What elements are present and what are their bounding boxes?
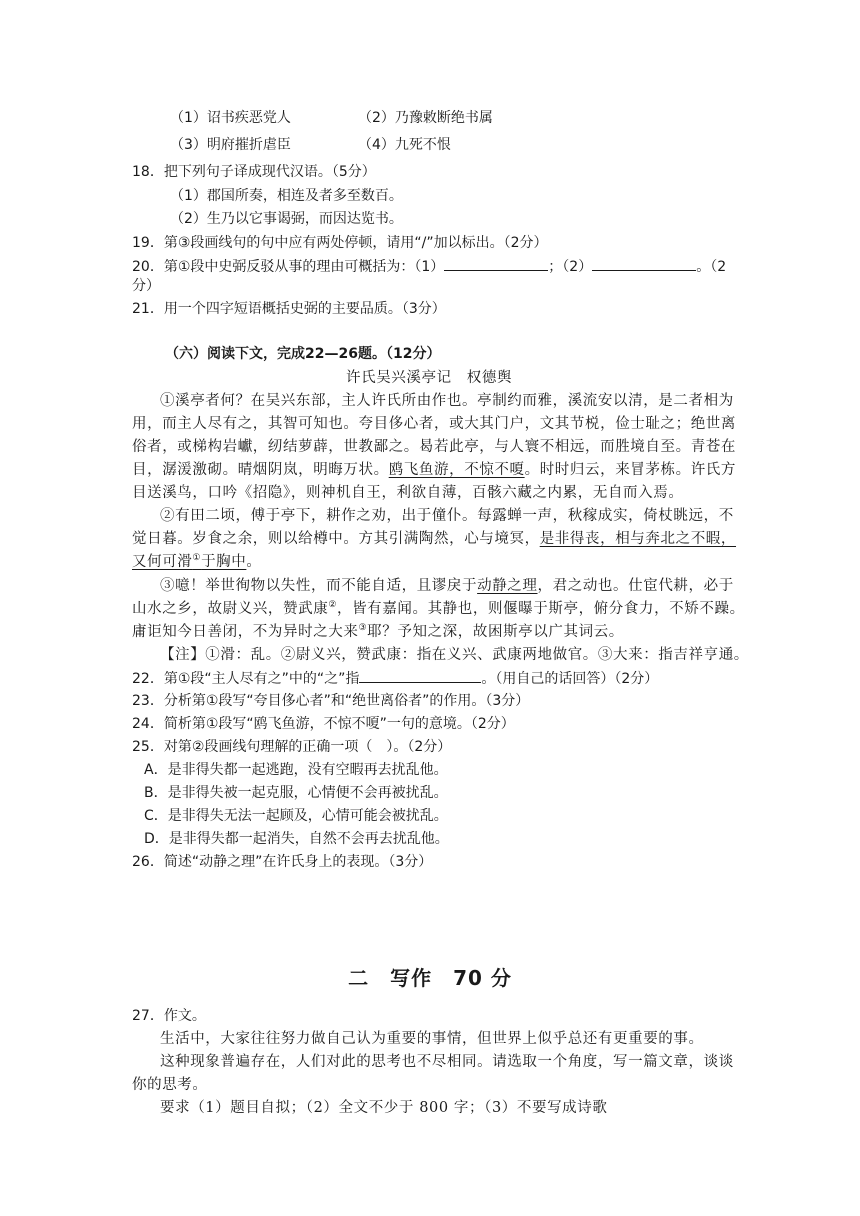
- passage-p1-seg-b: 。时时归云，来冒茅栋。许氏方: [524, 462, 737, 478]
- q22-text-b: 。（用自己的话回答）（2分）: [481, 671, 659, 687]
- q27-line-1: 生活中，大家往往努力做自己认为重要的事情，但世界上似乎总还有更重要的事。: [160, 1031, 704, 1047]
- passage-p1-line-3: 俗者，或梯构岩巘，纫结萝薜，世教鄙之。曷若此亭，与人寰不相远，而胜境自至。青苍在: [132, 439, 736, 455]
- q20-answer-blank-1[interactable]: [444, 256, 548, 271]
- q17-item-1: （1）诏书疾恶党人: [170, 110, 291, 126]
- passage-p3-seg-a: ③噫！举世徇物以失性，而不能自适，且谬戾于: [160, 578, 478, 594]
- q25-option-d: D．是非得失都一起消失，自然不会再去扰乱他。: [144, 831, 449, 847]
- q22-answer-blank[interactable]: [359, 668, 481, 683]
- q17-item-4: （4）九死不恨: [358, 137, 451, 153]
- q21-prompt: 21．用一个四字短语概括史弼的主要品质。（3分）: [132, 301, 446, 317]
- passage-p3-seg-b: ，君之动也。仕宦代耕，必于: [537, 578, 734, 594]
- passage-p3-line-1: [160, 576, 734, 596]
- q18-sentence-1: （1）郡国所奏，相连及者多至数百。: [170, 188, 403, 204]
- passage-p3-seg-e: 庸讵知今日善闭，不为异时之大来: [132, 624, 359, 640]
- passage-p2-line-3: [132, 552, 262, 572]
- passage-p2-line-1: ②有田二顷，傅于亭下，耕作之劝，出于僮仆。每露蝉一声，秋稼成实，倚杖眺远，不: [160, 508, 734, 524]
- passage-p2-line-2: [132, 529, 736, 549]
- passage-p3-seg-c: 山水之乡，故尉义兴，赞武康: [132, 601, 329, 617]
- passage-p3-line-2: [132, 599, 745, 619]
- q25-option-a: A．是非得失都一起逃跑，没有空暇再去扰乱他。: [144, 762, 448, 778]
- q27-line-2: 这种现象普遍存在，人们对此的思考也不尽相同。请选取一个角度，写一篇文章，谈谈: [160, 1054, 734, 1070]
- passage-p1-line-2: 用，而主人尽有之，其智可知也。夸目侈心者，或大其门户，文其节棁，俭士耻之；绝世离: [132, 416, 736, 432]
- q27-requirements: 要求（1）题目自拟；（2）全文不少于 800 字；（3）不要写成诗歌: [160, 1100, 608, 1116]
- q20-answer-blank-2[interactable]: [592, 256, 696, 271]
- passage-title: 许氏吴兴溪亭记 权德舆: [346, 370, 513, 386]
- q20-prompt-cont: 分）: [132, 278, 160, 294]
- footnote-marker-3: ③: [358, 623, 368, 634]
- passage-p3-line-3: [132, 622, 624, 642]
- passage-p1-line-1: ①溪亭者何？在吴兴东部，主人许氏所由作也。亭制约而雅，溪流安以清，是二者相为: [160, 393, 734, 409]
- footnote-marker-1: ①: [192, 553, 202, 564]
- passage-notes: 【注】①滑：乱。②尉义兴，赞武康：指在义兴、武康两地做官。③大来：指吉祥亨通。: [160, 647, 749, 663]
- q24-prompt: 24．简析第①段写“鸥飞鱼游，不惊不嗄”一句的意境。（2分）: [132, 716, 515, 732]
- q23-prompt: 23．分析第①段写“夸目侈心者”和“绝世离俗者”的作用。（3分）: [132, 693, 530, 709]
- passage-p3-seg-f: 耶？予知之深，故困斯亭以广其词云。: [367, 624, 624, 640]
- underlined-phrase-dongjing: 动静之理: [477, 578, 538, 594]
- q20-prompt: [132, 256, 726, 277]
- underlined-sentence-part-1: 是非得丧，相与奔北之不暇，: [539, 531, 737, 547]
- q18-prompt: 18．把下列句子译成现代汉语。（5分）: [132, 164, 376, 180]
- q17-item-3: （3）明府摧折虐臣: [170, 137, 291, 153]
- q27-prompt: 27．作文。: [132, 1008, 206, 1024]
- passage-p1-line-4: [132, 460, 736, 480]
- q19-prompt: 19．第③段画线句的句中应有两处停顿，请用“/”加以标出。（2分）: [132, 235, 548, 251]
- q20-text-b: ；（2）: [548, 259, 593, 275]
- q25-option-c: C．是非得失无法一起顾及，心情可能会被扰乱。: [144, 808, 448, 824]
- q20-text-a: 20．第①段中史弼反驳从事的理由可概括为：（1）: [132, 259, 445, 275]
- section-6-heading: （六）阅读下文，完成22—26题。（12分）: [165, 346, 441, 362]
- passage-p1-seg-a: 目，潺湲激砌。晴烟阴岚，明晦万状。: [132, 462, 389, 478]
- q27-line-3: 你的思考。: [132, 1077, 208, 1093]
- footnote-marker-2: ②: [328, 600, 337, 611]
- underlined-text: 又何可滑: [132, 554, 193, 570]
- q26-prompt: 26．简述“动静之理”在许氏身上的表现。（3分）: [132, 854, 433, 870]
- underlined-text-end: 于胸中: [201, 554, 247, 570]
- passage-p3-seg-d: ，皆有嘉闻。其静也，则偃曝于斯亭，俯分食力，不矫不躁。: [336, 601, 745, 617]
- passage-p2-seg-a: 觉日暮。岁食之余，则以给樽中。方其引满陶然，心与境冥，: [132, 531, 540, 547]
- underlined-phrase-gull: 鸥飞鱼游，不惊不嗄: [388, 462, 525, 478]
- passage-p2-period: 。: [246, 554, 262, 570]
- q17-item-2: （2）乃豫敕断绝书属: [358, 110, 493, 126]
- q25-prompt: 25．对第②段画线句理解的正确一项（ ）。（2分）: [132, 739, 452, 755]
- q22-text-a: 22．第①段“主人尽有之”中的“之”指: [132, 671, 360, 687]
- q22-prompt: [132, 668, 658, 689]
- writing-section-title: 二 写作 70 分: [348, 966, 512, 990]
- q18-sentence-2: （2）生乃以它事谒弼，而因达览书。: [170, 211, 403, 227]
- q20-text-c: 。（2: [696, 259, 727, 275]
- q25-option-b: B．是非得失被一起克服，心情便不会再被扰乱。: [144, 785, 448, 801]
- passage-p1-line-5: 目送溪鸟，口吟《招隐》，则神机自王，利欲自薄，百骸六藏之内累，无自而入焉。: [132, 485, 684, 501]
- underlined-sentence-part-2: [132, 554, 246, 570]
